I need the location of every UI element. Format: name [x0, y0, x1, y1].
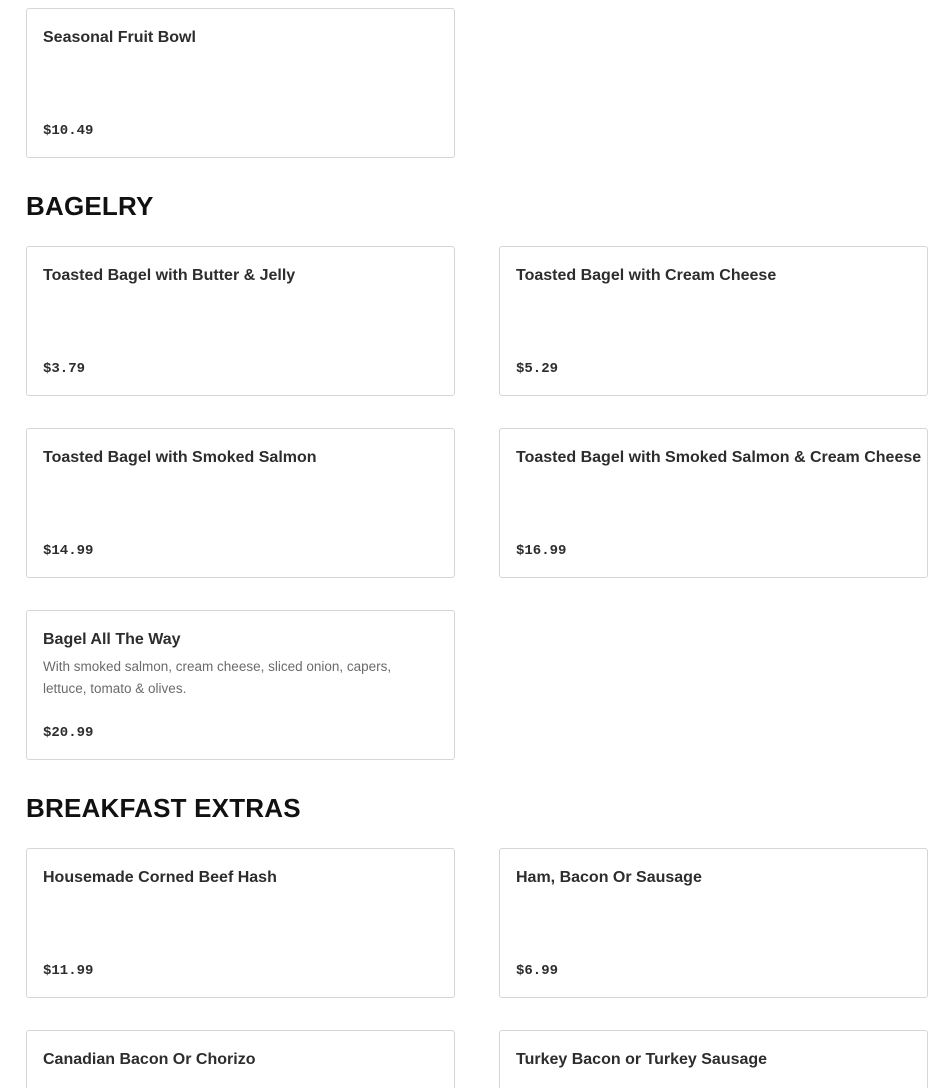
- menu-item-name: Toasted Bagel with Cream Cheese: [516, 267, 777, 284]
- menu-item-name: Toasted Bagel with Butter & Jelly: [43, 267, 296, 284]
- menu-item-name: Seasonal Fruit Bowl: [43, 29, 196, 46]
- menu-item-price: $6.99: [516, 963, 559, 979]
- menu-item-name: Bagel All The Way: [43, 631, 181, 648]
- menu-item-name: Housemade Corned Beef Hash: [43, 869, 277, 886]
- menu-item-card[interactable]: [499, 848, 928, 998]
- menu-item-name: Canadian Bacon Or Chorizo: [43, 1051, 256, 1068]
- menu-item-card[interactable]: [26, 848, 455, 998]
- menu-item-name: Toasted Bagel with Smoked Salmon & Cream Cheese: [516, 449, 922, 466]
- menu-item-card[interactable]: [26, 1030, 455, 1088]
- menu-item-name: Toasted Bagel with Smoked Salmon: [43, 449, 317, 466]
- menu-item-description: With smoked salmon, cream cheese, sliced onion, capers, lettuce, tomato & olives.: [43, 659, 392, 696]
- menu-item-card[interactable]: [499, 1030, 928, 1088]
- menu-item-name: Ham, Bacon Or Sausage: [516, 869, 702, 886]
- menu-item-card[interactable]: [499, 428, 928, 578]
- menu-item-card[interactable]: [26, 428, 455, 578]
- menu-item-price: $16.99: [516, 543, 567, 559]
- menu-item-card[interactable]: [26, 246, 455, 396]
- section-title-breakfast-extras: BREAKFAST EXTRAS: [26, 793, 301, 823]
- menu-item-card[interactable]: [26, 8, 455, 158]
- menu-item-card[interactable]: [26, 610, 455, 760]
- menu-item-price: $11.99: [43, 963, 94, 979]
- menu-item-price: $20.99: [43, 725, 94, 741]
- menu-item-card[interactable]: [499, 246, 928, 396]
- section-title-bagelry: BAGELRY: [26, 191, 154, 221]
- menu-item-name: Turkey Bacon or Turkey Sausage: [516, 1051, 768, 1068]
- menu-item-price: $3.79: [43, 361, 86, 377]
- menu-item-price: $14.99: [43, 543, 94, 559]
- menu-item-price: $10.49: [43, 123, 94, 139]
- menu-item-price: $5.29: [516, 361, 559, 377]
